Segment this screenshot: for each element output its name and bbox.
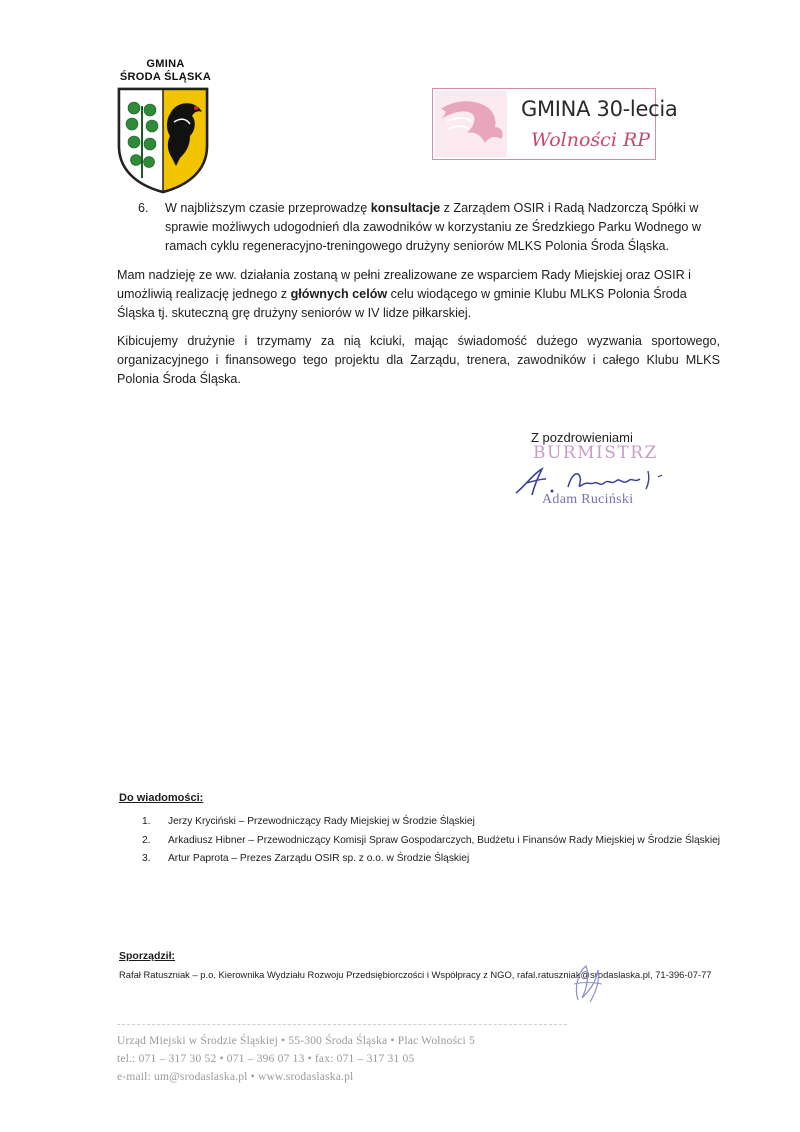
paragraph-hope: [117, 266, 720, 324]
footer-phone: tel.: 071 – 317 30 52 • 071 – 396 07 13 • fax: 071 – 317 31 05: [117, 1053, 415, 1065]
crest-title-line2: ŚRODA ŚLĄSKA: [119, 71, 212, 83]
paragraph-text: Mam nadzieję ze ww. działania zostaną w pełni zrealizowane ze wsparciem Rady Miejskiej oraz OSIR i umożliwią realizację jednego z: [117, 268, 691, 302]
prepared-title: Sporządził:: [119, 950, 176, 962]
initials-icon: [568, 960, 608, 1006]
footer: [117, 1032, 475, 1086]
list-item: [142, 814, 722, 830]
list-item: [142, 851, 722, 867]
crest-title: [118, 58, 213, 84]
footer-divider: [117, 1024, 567, 1025]
stamp-name: Adam Ruciński: [542, 492, 634, 507]
prepared-text: Rafał Ratuszniak – p.o. Kierownika Wydziału Rozwoju Przedsiębiorczości i Współpracy z NGO, rafal.ratuszniak@srodaslaska.pl, 71-396-07-77: [119, 969, 712, 980]
list-item-number: 3.: [142, 853, 151, 864]
anniversary-logo: [432, 88, 678, 160]
item-text-part: W najbliższym czasie przeprowadzę: [165, 201, 371, 215]
list-item: [142, 833, 722, 849]
list-item-text: Artur Paprota – Prezes Zarządu OSIR sp. z o.o. w Środzie Śląskiej: [168, 853, 470, 864]
distribution-title: Do wiadomości:: [119, 792, 204, 804]
footer-address: Urząd Miejski w Środzie Śląskiej • 55-300 Środa Śląska • Plac Wolności 5: [117, 1035, 475, 1047]
item-text: [165, 199, 718, 257]
item-text-part: z Zarządem OSIR i Radą Nadzorczą Spółki w sprawie możliwych udogodnień dla zawodników w korzystaniu ze Średzkiego Parku Wodnego w ramach cyklu regeneracyjno-treningowego drużyny seniorów MLKS Polonia Środa Śląska.: [165, 201, 701, 254]
list-item-text: Arkadiusz Hibner – Przewodniczący Komisji Spraw Gospodarczych, Budżetu i Finansów Rady Miejskiej w Środzie Śląskiej: [168, 834, 721, 846]
crest-title-line1: GMINA: [146, 58, 185, 70]
list-item-text: Jerzy Kryciński – Przewodniczący Rady Miejskiej w Środzie Śląskiej: [168, 816, 475, 827]
paragraph-support: Kibicujemy drużynie i trzymamy za nią kciuki, mając świadomość dużego wyzwania sportowego, organizacyjnego i finansowego tego projektu dla Zarządu, trenera, zawodników i całego Klubu MLKS Polonia Środa Śląska.: [117, 334, 720, 387]
footer-contact: e-mail: um@srodaslaska.pl • www.srodaslaska.pl: [117, 1071, 354, 1083]
item-number: 6.: [138, 201, 149, 215]
eagle-logo-icon: [435, 91, 507, 157]
stamp-title: BURMISTRZ: [533, 443, 658, 463]
list-item-number: 2.: [142, 834, 151, 846]
coat-of-arms-icon: [116, 86, 210, 194]
paragraph-bold: głównych celów: [290, 287, 388, 302]
distribution-list: [142, 814, 722, 870]
anniversary-subtitle: Wolności RP: [531, 129, 651, 151]
list-item-number: 1.: [142, 816, 151, 827]
item-text-bold: konsultacje: [370, 201, 441, 215]
greeting: Z pozdrowieniami: [531, 430, 633, 445]
anniversary-title: GMINA 30-lecia: [521, 97, 678, 121]
paragraph-text: celu wiodącego w gminie Klubu MLKS Polonia Środa Śląska tj. skuteczną grę drużyny seniorów w IV lidze piłkarskiej.: [117, 287, 687, 321]
